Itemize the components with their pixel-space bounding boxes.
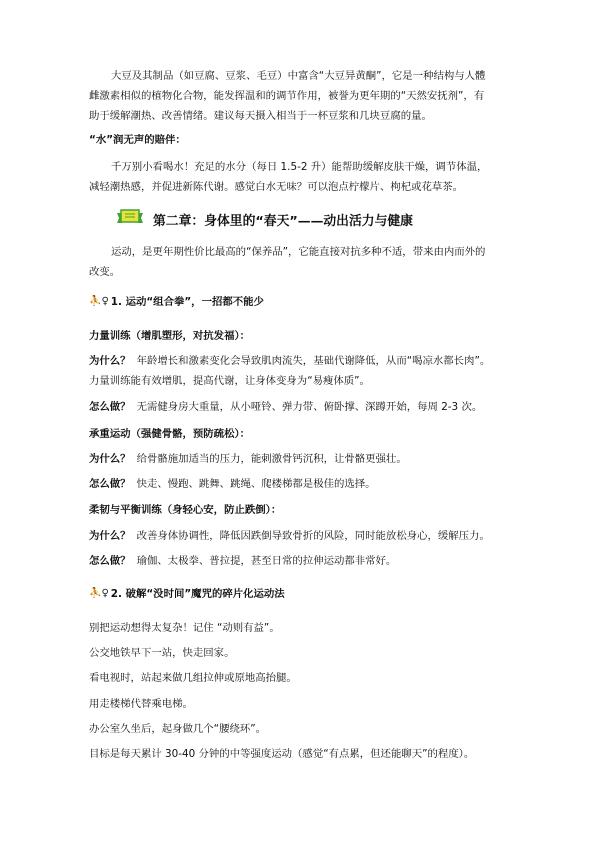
strength-how (89, 397, 482, 417)
chapter-title: 第二章：身体里的“春天”——动出活力与健康 (153, 213, 413, 229)
chapter-intro (89, 242, 485, 282)
why-text: 改善身体协调性，降低因跌倒导致骨折的风险，同时能放松身心，缓解压力。 (136, 530, 490, 542)
section-title: 1. 运动“组合拳”，一招都不能少 (110, 296, 264, 308)
runner-female-icon: ⛹♀ (89, 588, 109, 599)
subheading: 承重运动（强健骨骼，预防疏松）： (89, 428, 251, 440)
paragraph-line: 大豆及其制品（如豆腐、豆浆、毛豆）中富含“大豆异黄酮”，它是一种结构与人體 (111, 70, 486, 82)
list-item: 公交地铁早下一站，快走回家。 (89, 647, 235, 659)
balance-why (89, 526, 490, 546)
how-text: 无需健身房大重量，从小哑铃、弹力带、俯卧撑、深蹲开始，每周 2-3 次。 (136, 401, 483, 413)
why-text: 给骨骼施加适当的压力，能刺激骨钙沉积，让骨骼更强壮。 (136, 453, 407, 465)
how-label: 怎么做？ (89, 401, 131, 413)
section-heading (89, 292, 264, 312)
why-label: 为什么？ (89, 453, 131, 465)
list-item: 目标是每天累计 30-40 分钟的中等强度运动（感觉“有点累，但还能聊天”的程度）。 (89, 748, 475, 760)
soy-paragraph (89, 66, 485, 126)
why-text-cont: 力量训练能有效增肌，提高代谢，让身体变身为“易瘦体质”。 (89, 375, 370, 387)
paragraph-line: 雌激素相似的植物化合物，能发挥温和的调节作用，被誉为更年期的“天然安抚剂”，有 (89, 90, 485, 102)
balance-block (89, 500, 281, 520)
chapter-heading (117, 207, 413, 231)
why-label: 为什么？ (89, 530, 131, 542)
water-section (89, 130, 186, 150)
how-text: 快走、慢跑、跳舞、跳绳、爬楼梯都是极佳的选择。 (136, 478, 376, 490)
list-item: 看电视时，站起来做几组拉伸或原地高抬腿。 (89, 672, 297, 684)
list-item: 办公室久坐后，起身做几个“腰绕环”。 (89, 723, 267, 735)
how-label: 怎么做？ (89, 478, 131, 490)
why-label: 为什么？ (89, 355, 131, 367)
section-heading (89, 584, 285, 604)
paragraph-line: 运动，是更年期性价比最高的“保养品”，它能直接对抗多种不适，带来由内而外的 (111, 246, 486, 258)
how-label: 怎么做？ (89, 555, 131, 567)
strength-block (89, 326, 250, 346)
list-item: 别把运动想得太复杂！记住 “动则有益”。 (89, 622, 280, 634)
book-ribbon-icon (117, 209, 143, 229)
bone-how (89, 474, 376, 494)
paragraph-line: 减轻潮热感，并促进新陈代谢。感觉白水无味？可以泡点柠檬片、枸杞或花草茶。 (89, 181, 464, 193)
water-heading: “水”润无声的賠伴： (89, 134, 186, 146)
runner-female-icon: ⛹♀ (89, 296, 109, 307)
how-text: 瑜伽、太极拳、普拉提，甚至日常的拉伸运动都非常好。 (136, 555, 397, 567)
bone-why (89, 449, 407, 469)
strength-why (89, 351, 490, 391)
section-title: 2. 破解“没时间”魔咒的碎片化运动法 (110, 588, 285, 600)
subheading: 力量训练（增肌塑形，对抗发福）： (89, 330, 251, 342)
why-text: 年龄增长和激素变化会导致肌肉流失，基础代谢降低，从而“喝凉水都长肉”。 (136, 355, 491, 367)
list-item: 用走楼梯代替乘电梯。 (89, 698, 193, 710)
bone-block (89, 424, 250, 444)
balance-how (89, 551, 396, 571)
water-paragraph (89, 157, 487, 197)
paragraph-line: 千万别小看喝水！充足的水分（每日 1.5-2 升）能帮助缓解皮肤干燥，调节体温， (111, 161, 488, 173)
paragraph-line: 助于缓解潮热、改善情绪。建议每天摄入相当于一杯豆浆和几块豆腐的量。 (89, 110, 432, 122)
subheading: 柔韧与平衡训练（身轻心安，防止跌倒）： (89, 504, 282, 516)
paragraph-line: 改变。 (89, 266, 121, 278)
